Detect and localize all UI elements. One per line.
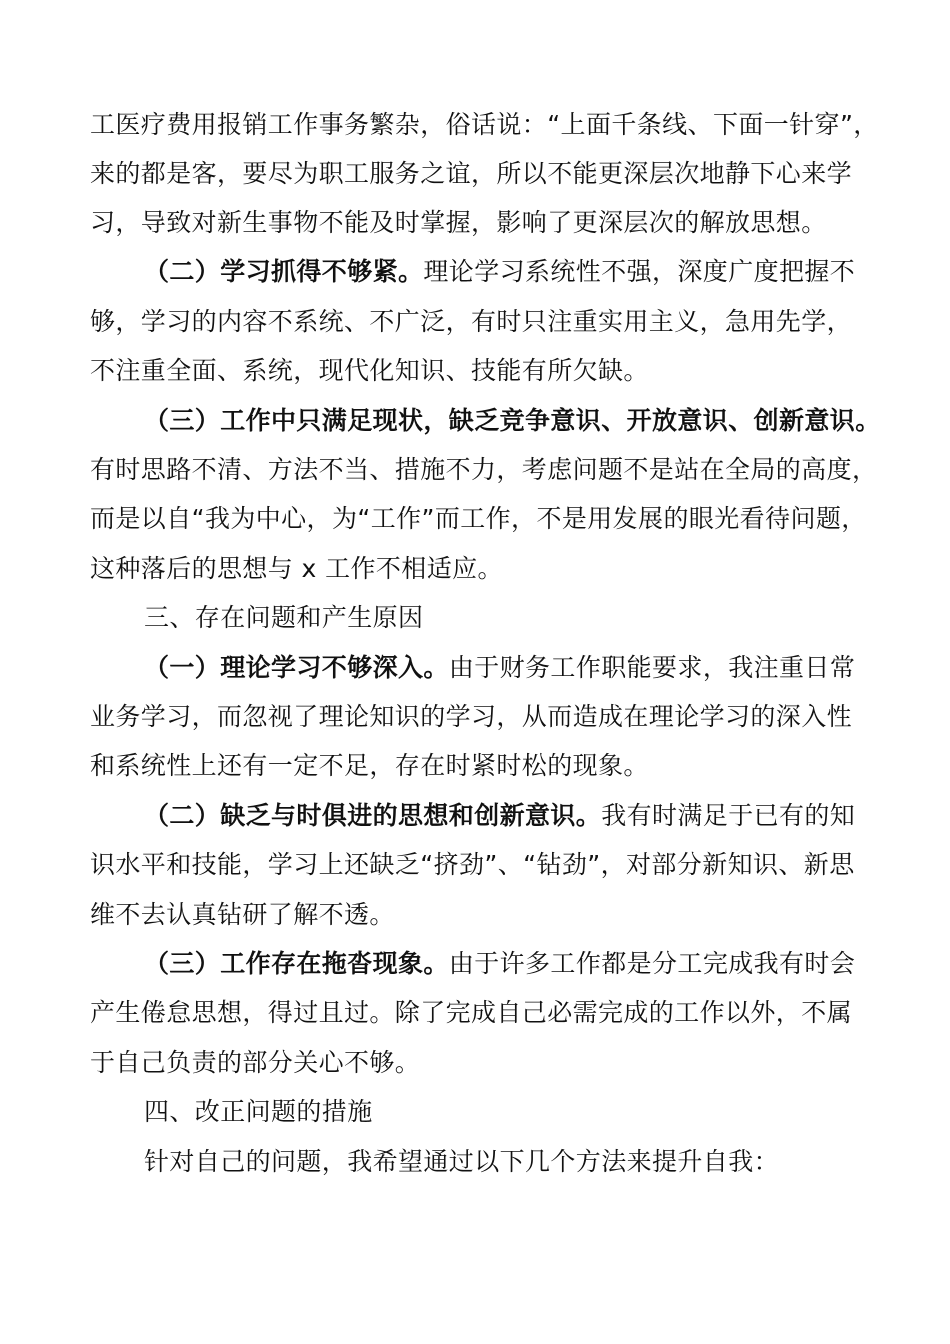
paragraph-heading: （二）缺乏与时俱进的思想和创新意识。 bbox=[144, 801, 602, 830]
body-text-line: 针对自己的问题，我希望通过以下几个方法来提升自我： bbox=[144, 1147, 780, 1176]
body-text-line: 有时思路不清、方法不当、措施不力，考虑问题不是站在全局的高度， bbox=[90, 455, 878, 484]
paragraph-heading: （二）学习抓得不够紧。 bbox=[144, 257, 424, 286]
paragraph-first-line bbox=[144, 947, 944, 981]
paragraph-first-line bbox=[144, 799, 944, 833]
paragraph-heading: （一）理论学习不够深入。 bbox=[144, 653, 449, 682]
paragraph-heading: （三）工作中只满足现状，缺乏竞争意识、开放意识、创新意识。 bbox=[144, 406, 881, 435]
body-text-line: 产生倦怠思想，得过且过。除了完成自己必需完成的工作以外，不属 bbox=[90, 998, 853, 1027]
paragraph-first-line bbox=[144, 404, 944, 438]
paragraph-first-line bbox=[144, 651, 944, 685]
body-text-line: 维不去认真钻研了解不透。 bbox=[90, 900, 395, 929]
section-heading: 三、存在问题和产生原因 bbox=[144, 603, 424, 632]
body-text-line: 于自己负责的部分关心不够。 bbox=[90, 1048, 421, 1077]
body-text-line: 识水平和技能，学习上还缺乏“挤劲”、“钻劲”，对部分新知识、新思 bbox=[90, 850, 855, 879]
section-heading: 四、改正问题的措施 bbox=[144, 1097, 373, 1126]
paragraph-text: 我有时满足于已有的知 bbox=[601, 801, 856, 830]
paragraph-text: 理论学习系统性不强，深度广度把握不 bbox=[423, 257, 856, 286]
body-text-line: 这种落后的思想与 x 工作不相适应。 bbox=[90, 554, 503, 583]
body-text-line: 而是以自“我为中心，为“工作”而工作，不是用发展的眼光看待问题， bbox=[90, 504, 867, 533]
body-text-line: 工医疗费用报销工作事务繁杂，俗话说：“上面千条线、下面一针穿”， bbox=[90, 110, 879, 139]
paragraph-first-line bbox=[144, 255, 944, 289]
body-text-line: 来的都是客，要尽为职工服务之谊，所以不能更深层次地静下心来学 bbox=[90, 159, 853, 188]
paragraph-text: 由于财务工作职能要求，我注重日常 bbox=[448, 653, 856, 682]
body-text-line: 和系统性上还有一定不足，存在时紧时松的现象。 bbox=[90, 751, 649, 780]
body-text-line: 不注重全面、系统，现代化知识、技能有所欠缺。 bbox=[90, 356, 649, 385]
body-text-line: 业务学习，而忽视了理论知识的学习，从而造成在理论学习的深入性 bbox=[90, 702, 853, 731]
paragraph-text: 由于许多工作都是分工完成我有时会 bbox=[448, 949, 856, 978]
paragraph-heading: （三）工作存在拖沓现象。 bbox=[144, 949, 449, 978]
body-text-line: 够，学习的内容不系统、不广泛，有时只注重实用主义，急用先学， bbox=[90, 307, 853, 336]
body-text-line: 习，导致对新生事物不能及时掌握，影响了更深层次的解放思想。 bbox=[90, 208, 827, 237]
